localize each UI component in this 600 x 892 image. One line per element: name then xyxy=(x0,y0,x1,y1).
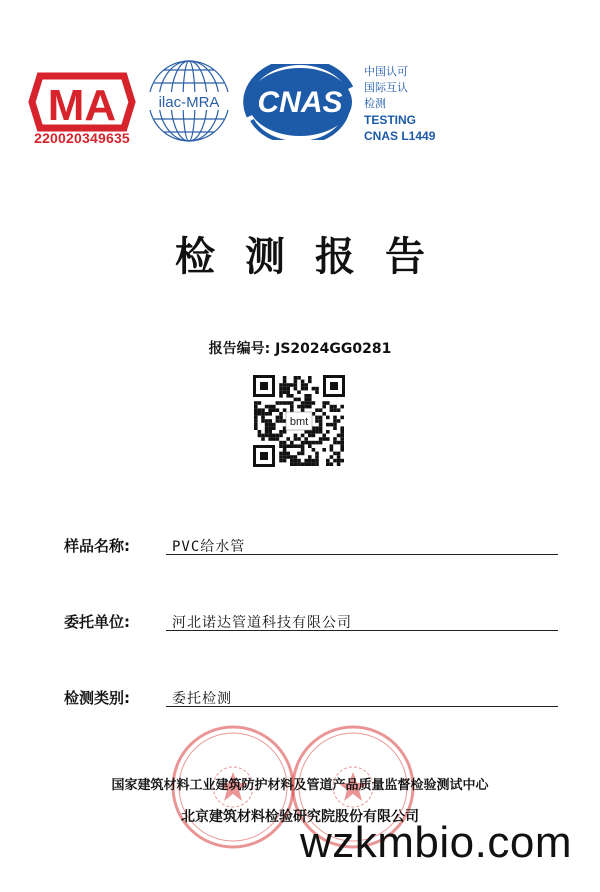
qr-module xyxy=(290,408,294,412)
qr-module xyxy=(290,441,294,445)
qr-module xyxy=(333,441,337,445)
qr-module xyxy=(279,387,283,391)
qr-module xyxy=(308,401,312,405)
qr-module xyxy=(279,419,283,423)
qr-module xyxy=(297,398,301,402)
qr-module xyxy=(337,459,341,463)
qr-module xyxy=(272,423,276,427)
cnas-line-en-1: TESTING xyxy=(364,113,417,127)
qr-module xyxy=(279,455,283,459)
qr-module xyxy=(333,423,337,427)
qr-module xyxy=(340,459,344,463)
qr-module xyxy=(337,408,341,412)
qr-module xyxy=(286,387,290,391)
qr-module xyxy=(301,405,305,409)
qr-module xyxy=(312,459,316,463)
qr-module xyxy=(308,430,312,434)
qr-module xyxy=(301,387,305,391)
qr-module xyxy=(294,376,298,380)
qr-module xyxy=(272,426,276,430)
qr-module xyxy=(337,441,341,445)
qr-module xyxy=(322,401,326,405)
qr-module xyxy=(290,459,294,463)
qr-module xyxy=(315,462,319,466)
qr-module xyxy=(294,459,298,463)
qr-module xyxy=(308,376,312,380)
qr-module xyxy=(315,387,319,391)
qr-module xyxy=(333,452,337,456)
qr-module xyxy=(340,416,344,420)
qr-module xyxy=(283,430,287,434)
qr-module xyxy=(258,430,262,434)
qr-module xyxy=(286,383,290,387)
qr-module xyxy=(319,423,323,427)
qr-module xyxy=(283,441,287,445)
ilac-mra-logo xyxy=(142,58,236,144)
qr-module xyxy=(254,401,258,405)
qr-badge-text: bmt xyxy=(289,416,309,428)
qr-module xyxy=(337,452,341,456)
field-label-test-type: 检测类别: xyxy=(64,689,130,707)
qr-module xyxy=(333,419,337,423)
qr-module xyxy=(265,405,269,409)
qr-module xyxy=(283,383,287,387)
qr-module xyxy=(312,430,316,434)
qr-module xyxy=(301,401,305,405)
qr-module xyxy=(276,416,280,420)
qr-module xyxy=(297,390,301,394)
qr-module xyxy=(258,401,262,405)
cnas-line-en-2: CNAS L1449 xyxy=(364,129,436,143)
qr-module xyxy=(294,462,298,466)
qr-module xyxy=(261,419,265,423)
cma-mark-text: MA xyxy=(47,81,117,130)
qr-module xyxy=(268,405,272,409)
qr-module xyxy=(326,459,330,463)
qr-module xyxy=(308,380,312,384)
report-number-value: JS2024GG0281 xyxy=(275,341,392,357)
qr-module xyxy=(330,462,334,466)
qr-module xyxy=(254,408,258,412)
qr-module xyxy=(326,423,330,427)
qr-module xyxy=(326,437,330,441)
qr-module xyxy=(258,412,262,416)
qr-module xyxy=(268,437,272,441)
cnas-caption xyxy=(364,64,435,144)
qr-module xyxy=(283,444,287,448)
qr-module xyxy=(272,408,276,412)
qr-code[interactable] xyxy=(252,374,346,468)
field-underline xyxy=(166,706,558,707)
field-label-client: 委托单位: xyxy=(64,613,130,631)
qr-module xyxy=(268,430,272,434)
qr-module xyxy=(301,452,305,456)
qr-module xyxy=(290,401,294,405)
qr-module xyxy=(286,437,290,441)
qr-module xyxy=(283,452,287,456)
qr-module xyxy=(312,441,316,445)
qr-module xyxy=(340,441,344,445)
qr-module xyxy=(286,444,290,448)
footer-company-name: 北京建筑材料检验研究院股份有限公司 xyxy=(181,809,419,825)
qr-module xyxy=(254,426,258,430)
qr-module xyxy=(279,444,283,448)
qr-module xyxy=(276,408,280,412)
qr-module xyxy=(319,437,323,441)
qr-module xyxy=(279,390,283,394)
qr-module xyxy=(272,434,276,438)
qr-module xyxy=(294,434,298,438)
qr-module xyxy=(294,437,298,441)
qr-module xyxy=(290,444,294,448)
qr-module xyxy=(254,405,258,409)
qr-module xyxy=(261,416,265,420)
qr-module xyxy=(301,408,305,412)
qr-module xyxy=(315,459,319,463)
qr-module xyxy=(333,408,337,412)
qr-module xyxy=(283,408,287,412)
qr-module xyxy=(258,434,262,438)
qr-module xyxy=(261,434,265,438)
qr-module xyxy=(315,430,319,434)
qr-module xyxy=(322,448,326,452)
qr-module xyxy=(322,434,326,438)
qr-module xyxy=(330,405,334,409)
qr-module xyxy=(333,459,337,463)
field-value-client: 河北诺达管道科技有限公司 xyxy=(172,615,352,631)
qr-module xyxy=(265,434,269,438)
page-title: 检测报告 xyxy=(175,233,455,280)
qr-module xyxy=(286,401,290,405)
qr-module xyxy=(294,455,298,459)
footer-center-name: 国家建筑材料工业建筑防护材料及管道产品质量监督检验测试中心 xyxy=(111,778,489,793)
qr-module xyxy=(304,462,308,466)
qr-module xyxy=(337,462,341,466)
qr-module xyxy=(319,441,323,445)
qr-module xyxy=(272,405,276,409)
qr-module xyxy=(308,441,312,445)
qr-module xyxy=(322,405,326,409)
qr-module xyxy=(319,430,323,434)
qr-module xyxy=(312,387,316,391)
qr-module xyxy=(312,448,316,452)
qr-module xyxy=(290,405,294,409)
qr-module xyxy=(286,390,290,394)
qr-module xyxy=(308,444,312,448)
qr-module xyxy=(276,401,280,405)
qr-module xyxy=(283,455,287,459)
qr-module xyxy=(283,448,287,452)
qr-module xyxy=(308,462,312,466)
qr-module xyxy=(312,462,316,466)
qr-module xyxy=(265,426,269,430)
site-watermark: wzkmbio.com xyxy=(300,818,572,867)
qr-module xyxy=(308,398,312,402)
qr-module xyxy=(330,408,334,412)
qr-module xyxy=(297,452,301,456)
qr-module xyxy=(330,448,334,452)
qr-module xyxy=(279,452,283,456)
qr-module xyxy=(308,405,312,409)
qr-module xyxy=(254,419,258,423)
qr-module xyxy=(279,434,283,438)
qr-module xyxy=(268,408,272,412)
qr-module xyxy=(297,376,301,380)
qr-module xyxy=(340,405,344,409)
field-underline xyxy=(166,630,558,631)
qr-module xyxy=(315,416,319,420)
qr-module xyxy=(276,419,280,423)
qr-module xyxy=(279,383,283,387)
qr-module xyxy=(304,430,308,434)
qr-module xyxy=(283,390,287,394)
qr-module xyxy=(290,394,294,398)
qr-module xyxy=(261,437,265,441)
qr-module xyxy=(330,455,334,459)
qr-module xyxy=(290,383,294,387)
qr-module xyxy=(304,387,308,391)
qr-module xyxy=(340,430,344,434)
qr-module xyxy=(340,437,344,441)
qr-module xyxy=(268,426,272,430)
qr-module xyxy=(268,419,272,423)
qr-module xyxy=(294,444,298,448)
qr-module xyxy=(276,434,280,438)
qr-module xyxy=(286,455,290,459)
qr-module xyxy=(322,412,326,416)
qr-module xyxy=(297,459,301,463)
qr-module xyxy=(254,423,258,427)
report-number-line xyxy=(0,338,600,358)
qr-module xyxy=(326,416,330,420)
ilac-mark-text: ilac-MRA xyxy=(158,94,220,111)
qr-module xyxy=(333,416,337,420)
qr-module xyxy=(319,419,323,423)
qr-module xyxy=(297,437,301,441)
qr-module xyxy=(265,430,269,434)
qr-module xyxy=(337,455,341,459)
cnas-logo xyxy=(242,64,358,140)
qr-module xyxy=(279,394,283,398)
qr-module xyxy=(258,408,262,412)
qr-module xyxy=(333,405,337,409)
qr-module xyxy=(268,412,272,416)
cnas-line-cn-2: 国际互认 xyxy=(364,81,408,94)
qr-module xyxy=(304,394,308,398)
qr-module xyxy=(315,419,319,423)
cnas-mark-text: CNAS xyxy=(257,86,343,119)
qr-module xyxy=(294,398,298,402)
qr-module xyxy=(326,430,330,434)
qr-module xyxy=(315,408,319,412)
qr-module xyxy=(301,444,305,448)
qr-module xyxy=(301,441,305,445)
qr-module xyxy=(261,408,265,412)
report-number-label: 报告编号: xyxy=(208,341,271,357)
qr-module xyxy=(322,437,326,441)
qr-module xyxy=(319,408,323,412)
qr-module xyxy=(337,434,341,438)
qr-module xyxy=(279,412,283,416)
qr-module xyxy=(330,444,334,448)
qr-module xyxy=(261,412,265,416)
qr-module xyxy=(286,452,290,456)
qr-module xyxy=(333,437,337,441)
field-value-sample-name: PVC给水管 xyxy=(172,539,246,555)
qr-module xyxy=(279,459,283,463)
qr-module xyxy=(283,387,287,391)
qr-module xyxy=(254,416,258,420)
qr-module xyxy=(308,394,312,398)
qr-module xyxy=(286,394,290,398)
qr-module xyxy=(304,405,308,409)
qr-module xyxy=(304,441,308,445)
qr-module xyxy=(279,430,283,434)
qr-module xyxy=(279,441,283,445)
qr-module xyxy=(340,426,344,430)
qr-module xyxy=(304,437,308,441)
qr-module xyxy=(340,448,344,452)
cnas-line-cn-1: 中国认可 xyxy=(364,65,408,78)
qr-module xyxy=(315,441,319,445)
qr-module xyxy=(326,462,330,466)
qr-module xyxy=(308,434,312,438)
qr-module xyxy=(254,412,258,416)
qr-module xyxy=(326,401,330,405)
qr-module xyxy=(294,383,298,387)
qr-module xyxy=(268,423,272,427)
qr-module xyxy=(301,383,305,387)
qr-module xyxy=(297,462,301,466)
qr-module xyxy=(337,419,341,423)
qr-module xyxy=(333,426,337,430)
qr-module xyxy=(294,387,298,391)
qr-module xyxy=(301,434,305,438)
qr-module xyxy=(340,434,344,438)
cma-number: 220020349635 xyxy=(34,130,130,146)
qr-module xyxy=(319,426,323,430)
qr-module xyxy=(294,380,298,384)
qr-module xyxy=(319,416,323,420)
qr-module xyxy=(315,390,319,394)
qr-module xyxy=(304,459,308,463)
qr-module xyxy=(315,452,319,456)
qr-module xyxy=(290,462,294,466)
qr-module xyxy=(290,455,294,459)
qr-module xyxy=(304,401,308,405)
qr-module xyxy=(279,416,283,420)
qr-module xyxy=(297,405,301,409)
qr-module xyxy=(283,459,287,463)
qr-module xyxy=(279,401,283,405)
qr-module xyxy=(283,380,287,384)
qr-module xyxy=(304,383,308,387)
qr-module xyxy=(330,423,334,427)
qr-module xyxy=(308,459,312,463)
qr-module xyxy=(312,401,316,405)
qr-module xyxy=(304,398,308,402)
qr-module xyxy=(272,437,276,441)
qr-module xyxy=(315,455,319,459)
qr-module xyxy=(268,434,272,438)
qr-module xyxy=(301,462,305,466)
qr-module xyxy=(265,419,269,423)
field-value-test-type: 委托检测 xyxy=(172,691,232,707)
qr-module xyxy=(265,423,269,427)
qr-module xyxy=(312,434,316,438)
qr-module xyxy=(301,380,305,384)
qr-module xyxy=(308,455,312,459)
qr-module xyxy=(276,437,280,441)
qr-module xyxy=(315,426,319,430)
qr-module xyxy=(265,412,269,416)
field-underline xyxy=(166,554,558,555)
cnas-line-cn-3: 检测 xyxy=(364,97,386,110)
qr-module xyxy=(283,376,287,380)
qr-module xyxy=(297,444,301,448)
field-label-sample-name: 样品名称: xyxy=(64,537,130,555)
qr-module xyxy=(283,401,287,405)
qr-module xyxy=(340,444,344,448)
qr-module xyxy=(301,448,305,452)
